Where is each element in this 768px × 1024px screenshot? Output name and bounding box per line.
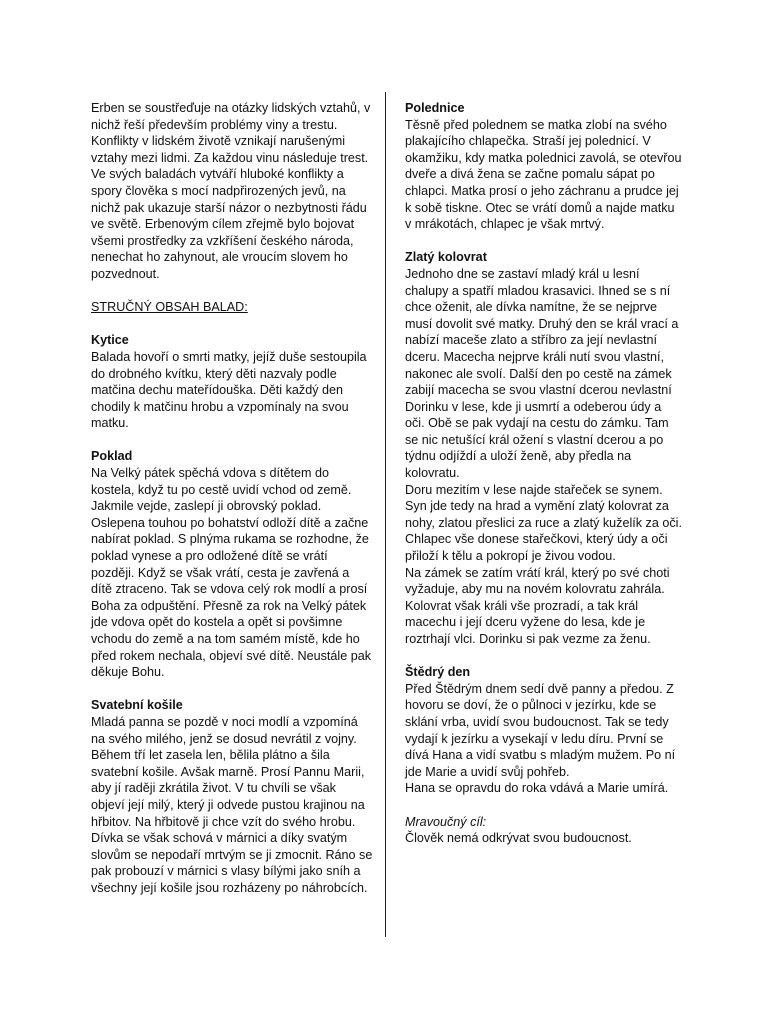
right-column — [405, 100, 683, 847]
zlaty-kolovrat-heading: Zlatý kolovrat — [405, 250, 487, 265]
polednice-paragraph: Těsně před polednem se matka zlobí na svého plakajícího chlapečka. Straší jej polednicí. V okamžiku, kdy matka polednici zavolá, se otevřou dveře a divá žena se začne pomalu sápat po chlapci. Matka prosí o jeho záchranu a prudce jej k sobě tiskne. Otec se vrátí domů a najde matku v mrákotách, chlapec je však mrtvý. — [405, 117, 682, 232]
zlaty-kolovrat-paragraph-3: Na zámek se zatím vrátí král, který po své choti vyžaduje, aby mu na novém kolovratu zahrála. Kolovrat však králi vše prozradí, a tak král macechu i její dceru vyžene do lesa, kde je roztrhají vlci. Dorinku si pak vezme za ženu. — [405, 565, 670, 646]
zlaty-kolovrat-paragraph-1: Jednoho dne se zastaví mladý král u lesní chalupy a spatří mladou krasavici. Ihned se s ní chce oženit, ale dívka namítne, že se nejprve musí dovolit své matky. Druhý den se král vrací a nabízí maceše zlato a stříbro za její nevlastní dceru. Macecha nejprve králi nutí svou vlastní, nakonec ale svolí. Další den po cestě na zámek zabijí macecha se svou vlastní dcerou nevlastní Dorinku v lese, kde ji usmrtí a odeberou údy a oči. Obě se pak vydají na cestu do zámku. Tam se nic netušící král ožení s vlastní dcerou a po týdnu odjíždí a uloží ženě, aby předla na kolovratu. — [405, 266, 679, 481]
zlaty-kolovrat-paragraph-2: Doru mezitím v lese najde stařeček se synem. Syn jde tedy na hrad a vymění zlatý kolovrat za nohy, zlatou přeslici za ruce a zlatý kuželík za oči. Chlapec vše donese stařečkovi, který údy a oči přiloží k tělu a pokropí je živou vodou. — [405, 482, 682, 564]
polednice-heading: Polednice — [405, 101, 465, 115]
svatebni-kosile-paragraph: Mladá panna se pozdě v noci modlí a vzpomíná na svého milého, jenž se dosud nevrátil z vojny. Během tří let zasela len, bělila plátno a šila svatební košile. Avšak marně. Prosí Pannu Marii, aby jí raději zkrátila život. V tu chvíli se však objeví její milý, který ji odvede pustou krajinou na hřbitov. Na hřbitově ji chce vzít do svého hrobu. Dívka se však schová v márnici a díky svatým slovům se nepodaří mrtvým se ji zmocnit. Ráno se pak probouzí v márnici s vlasy bílými jako sníh a všechny její košile jsou rozházeny po náhrobcích. — [91, 714, 373, 895]
column-divider — [385, 92, 386, 937]
kytice-paragraph: Balada hovoří o smrti matky, jejíž duše sestoupila do drobného kvítku, který děti nazvaly podle matčina dechu mateřídouška. Děti každý den chodily k matčinu hrobu a vzpomínaly na svou matku. — [91, 349, 367, 431]
poklad-paragraph: Na Velký pátek spěchá vdova s dítětem do kostela, když tu po cestě uvidí vchod od země. Jakmile vejde, zaslepí ji obrovský poklad. Oslepena touhou po bohatství odloží dítě a začne nabírat poklad. S plnýma rukama se rozhodne, že poklad vynese a pro odložené dítě se vrátí později. Když se však vrátí, cesta je zavřená a dítě ztraceno. Tak se vdova celý rok modlí a prosí Boha za odpuštění. Přesně za rok na Velký pátek jde vdova opět do kostela a opět si povšimne vchodu do země a na tom samém místě, kde ho před rokem nechala, objeví své dítě. Neustále pak děkuje Bohu. — [91, 466, 372, 680]
poklad-heading: Poklad — [91, 449, 133, 464]
stedry-den-paragraph-2: Hana se opravdu do roka vdává a Marie umírá. — [405, 781, 669, 796]
kytice-heading: Kytice — [91, 333, 129, 348]
stedry-den-heading: Štědrý den — [405, 665, 471, 680]
intro-paragraph: Erben se soustřeďuje na otázky lidských vztahů, v nichž řeší především problémy viny a trestu. Konflikty v lidském životě vznikají narušenými vztahy mezi lidmi. Za každou vinu následuje trest. Ve svých baladách vytváří hluboké konflikty a spory člověka s mocí nadpřirozených jevů, na nichž pak ukazuje starší názor o nezbytnosti řádu ve světě. Erbenovým cílem zřejmě bylo bojovat všemi prostředky za vzkříšení českého národa, nenechat ho zahynout, ale vroucím slovem ho pozvednout. — [91, 101, 371, 281]
svatebni-kosile-heading: Svatební košile — [91, 698, 183, 713]
summary-heading: STRUČNÝ OBSAH BALAD: — [91, 300, 248, 315]
moral-label: Mravoučný cíl: — [405, 814, 487, 829]
left-column — [91, 100, 373, 897]
stedry-den-paragraph-1: Před Štědrým dnem sedí dvě panny a předou. Z hovoru se doví, že o půlnoci v jezírku, kde se sklání vrba, uvidí svou budoucnost. Tak se tedy vydají k jezírku a vysekají v ledu díru. První se dívá Hana a vidí svatbu s mladým mužem. Po ní jde Marie a uvidí svůj pohřeb. — [405, 681, 676, 779]
moral-text: Člověk nemá odkrývat svou budoucnost. — [405, 831, 632, 846]
